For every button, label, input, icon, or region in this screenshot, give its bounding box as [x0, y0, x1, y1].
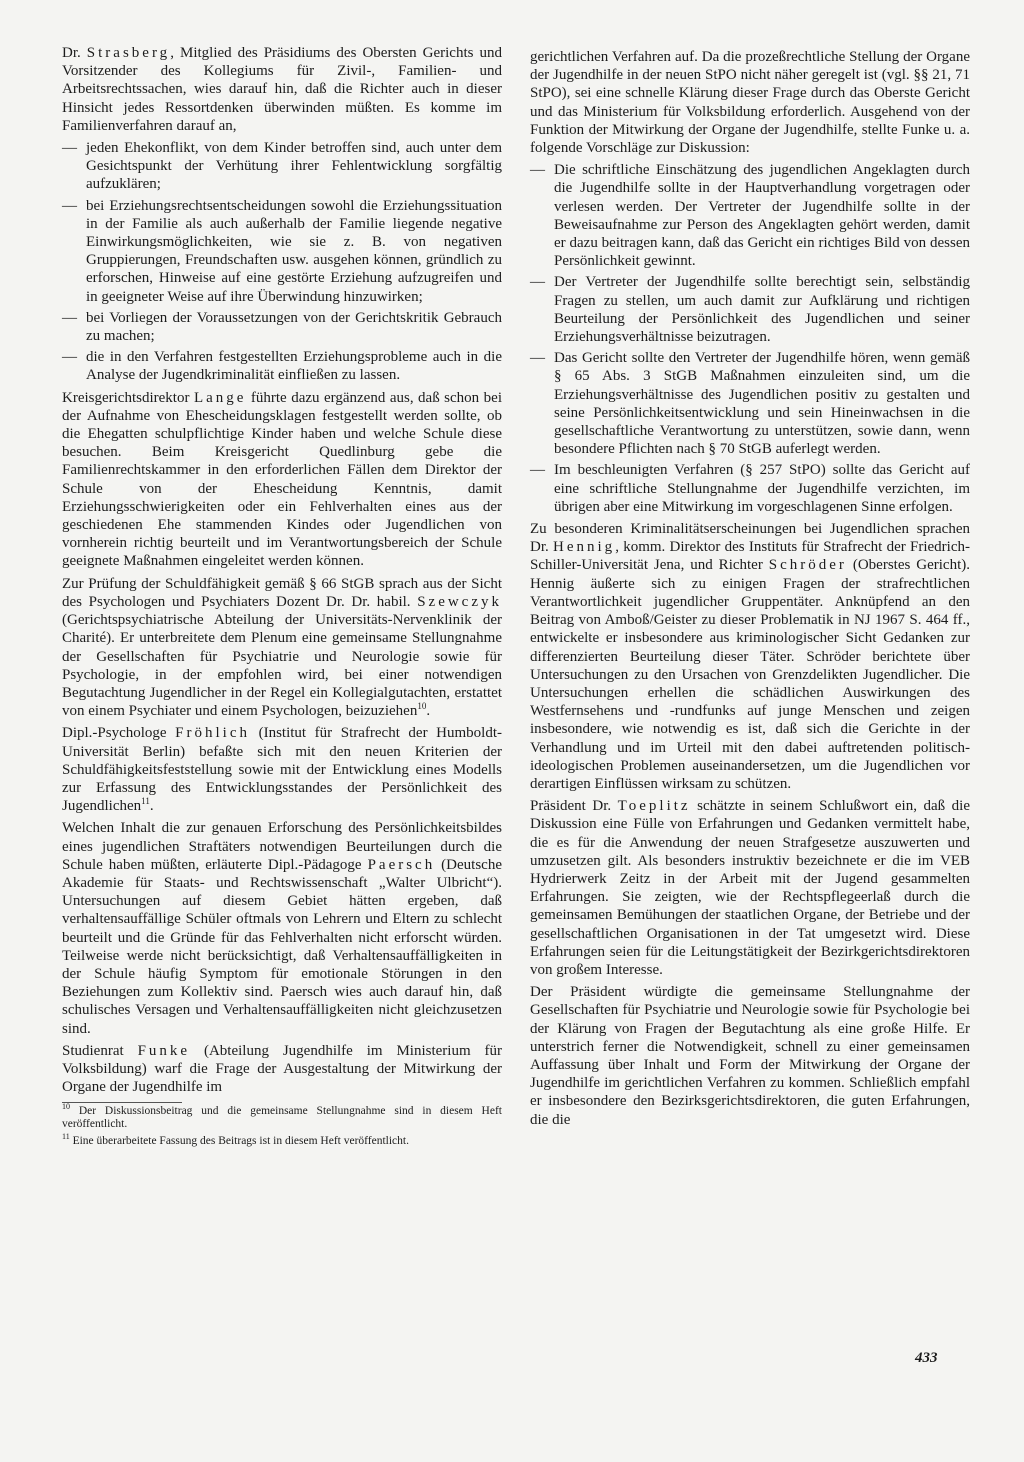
list-item: — Im beschleunigten Verfahren (§ 257 StPO) sollte das Gericht auf eine schriftliche Stellungnahme der Jugendhilfe verzichten, im übrigen aber eine Mitwirkung im vorgeschlagenen Sinne erfolgen. [530, 461, 970, 516]
paragraph-froehlich [62, 724, 502, 815]
paragraph-lange [62, 389, 502, 571]
person-name: Fröhlich [175, 725, 250, 742]
list-item: — Der Vertreter der Jugendhilfe sollte berechtigt sein, selbständig Fragen zu stellen, um auch damit zur Aufklärung und richtigen Beurteilung der Persönlichkeit des Jugendlichen und seiner Erziehungsverhältnisse beizutragen. [530, 273, 970, 346]
right-column [530, 48, 970, 1133]
text: (Gerichtspsychiatrische Abteilung der Universitäts-Nervenklinik der Charité). Er unterbreitete dem Plenum eine gemeinsame Stellungnahme der Gesellschaften für Psychiatrie und Neurologie sowie für Psychologie, in der empfohlen wird, bei einer notwendigen Begutachtung Jugendlicher in der Regel ein Kollegialgutachten, erstattet von einem Psychiater und einem Psychologen, beizuziehen [62, 612, 502, 720]
paragraph-hennig-schroeder [530, 520, 970, 793]
footnote-11 [62, 1132, 502, 1148]
text: Präsident Dr. [530, 798, 618, 815]
text: (Institut für Strafrecht der Humboldt-Universität Berlin) befaßte sich mit den neuen Kriterien der Schuldfähigkeitsfeststellung sowie mit der Entwicklung eines Modells zur Erfassung des Entwicklungsstandes der Persönlichkeit des Jugendlichen [62, 725, 502, 815]
footnote-number: 10 [62, 1102, 70, 1112]
left-column [62, 44, 502, 1152]
text: (Abteilung Jugendhilfe im Ministerium für Volksbildung) warf die Frage der Ausgestaltung der Mitwirkung der Organe der Jugendhilfe im [62, 1042, 503, 1096]
person-name: Funke [137, 1042, 191, 1059]
footnote-ref: 11 [141, 796, 150, 807]
text: Studienrat [62, 1042, 138, 1059]
footnote-text: Eine überarbeitete Fassung des Beitrags ist in diesem Heft veröffentlicht. [69, 1135, 409, 1148]
person-name: Lange [193, 389, 247, 406]
paragraph-funke [62, 1042, 502, 1097]
list-item: — die in den Verfahren festgestellten Erziehungsprobleme auch in die Analyse der Jugendkriminalität einfließen zu lassen. [62, 348, 502, 384]
list-item: — Das Gericht sollte den Vertreter der Jugendhilfe hören, wenn gemäß § 65 Abs. 3 StGB Maßnahmen einzuleiten sind, um die Erziehungsverhältnisse des Jugendlichen positiv zu gestalten und seine Persönlichkeitsentwicklung und sein Hineinwachsen in die gesellschaftliche Verantwortung zu unterstützen, sowie dann, wenn besondere Pflichten nach § 70 StGB auferlegt werden. [530, 349, 970, 458]
text: Zur Prüfung der Schuldfähigkeit gemäß § 66 StGB sprach aus der Sicht des Psychologen und Psychiaters Dozent Dr. Dr. habil. [62, 575, 502, 610]
text: (Deutsche Akademie für Staats- und Rechtswissenschaft „Walter Ulbricht“). Untersuchungen auf diesem Gebiet hätten ergeben, daß verhaltensauffällige Schüler oftmals von Lehrern und Eltern zu schlecht beurteilt und die Gründe für das Fehlverhalten nicht erforscht würden. Teilweise werde nicht berücksichtigt, daß Verhaltensauffälligkeiten in der Schule häufig Symptom für emotionale Störungen in den Beziehungen zum Kollektiv sind. Paersch wies auch darauf hin, daß schulisches Versagen und Verhaltensauffälligkeiten nicht gleichzusetzen sind. [62, 856, 502, 1037]
text: . [426, 703, 431, 720]
list-item: — bei Vorliegen der Voraussetzungen von der Gerichtskritik Gebrauch zu machen; [62, 309, 502, 345]
footnote-10 [62, 1102, 502, 1131]
text: . [149, 798, 154, 815]
text: (Oberstes Gericht). Hennig äußerte sich zu einigen Fragen der strafrechtlichen Verantwortlichkeit jugendlicher Gruppentäter. Anknüpfend an den Beitrag von Amboß/Geister zu dieser Problematik in NJ 1967 S. 464 ff., entwickelte er insbesondere aus kriminologischer Sicht Gedanken zur differenzierten Beurteilung dieser Täter. Schröder berichtete über Untersuchungen zu den Ursachen von Grenzdelikten Jugendlicher. Die Untersuchungen erhellen die schädlichen Auswirkungen des Westfernsehens und -rundfunks auf junge Menschen und zeigen insbesondere, wie notwendig es ist, daß sich die Gerichte in der Verhandlung und im Urteil mit den dabei auftretenden politisch-ideologischen Problemen auseinandersetzen, um die Jugendlichen vor derartigen Einflüssen wirksam zu schützen. [530, 557, 970, 792]
text: schätzte in seinem Schlußwort ein, daß die Diskussion eine Fülle von Erfahrungen und Gedanken vermittelt habe, die es für die Anwendung der neuen Strafgesetze auszuwerten und umzusetzen gilt. Als besonders instruktiv bezeichnete er die im VEB Hydrierwerk Zeitz in der Arbeit mit der Jugend gesammelten Erfahrungen. Sie zeigten, wie der Rechtspflegeerlaß durch die gemeinsamen Bemühungen der staatlichen Organe, der Betriebe und der gesellschaftlichen Organisationen in der Tat umgesetzt wird. Diese Erfahrungen seien für die Leitungstätigkeit der Bezirkgerichtsdirektoren von großem Interesse. [530, 798, 971, 978]
text: führte dazu ergänzend aus, daß schon bei der Aufnahme von Ehescheidungsklagen festgestellt werden sollte, ob die Ehegatten schulpflichtige Kinder haben und welche Schule diese besuchen. Beim Kreisgericht Quedlinburg gebe die Familienrechtskammer in den erforderlichen Fällen dem Direktor der Schule von der Ehescheidung Kenntnis, damit Erziehungsschwierigkeiten oder ein Fehlverhalten eines aus der geschiedenen Ehe stammenden Kindes oder Jugendlichen von vornherein richtig beurteilt und im Verantwortungsbereich der Schule geeignete Maßnahmen eingeleitet werden können. [62, 389, 502, 570]
text: Welchen Inhalt die zur genauen Erforschung des Persönlichkeitsbildes eines jugendlichen Straftäters notwendigen Beurteilungen durch die Schule haben müßten, erläuterte Dipl.-Pädagoge [62, 820, 502, 873]
footnote-ref: 10 [417, 701, 427, 712]
text: , komm. Direktor des Instituts für Strafrecht der Friedrich-Schiller-Universität Jena, und Richter [530, 539, 970, 574]
list-item: — bei Erziehungsrechtsentscheidungen sowohl die Erziehungssituation in der Familie als auch außerhalb der Familie liegende negative Einwirkungsmöglichkeiten, wie sie z. B. von negativen Gruppierungen, Freundschaften usw. ausgehen können, gründlich zu erforschen, Hinweise auf eine gestörte Erziehung aufzugreifen und in geeigneter Weise auf ihre Überwindung hinzuwirken; [62, 197, 502, 306]
text: Kreisgerichtsdirektor [62, 389, 194, 406]
list-family-proceedings [62, 139, 502, 385]
paragraph-strasberg [62, 44, 502, 135]
person-name: Hennig [553, 539, 616, 556]
person-name: Strasberg [86, 45, 171, 61]
text: , Mitglied des Präsidiums des Obersten Gerichts und Vorsitzender des Kollegiums für Zivil-, Familien- und Arbeitsrechtssachen, wies darauf hin, daß die Richter auch in dieser Hinsicht jedes Ressortdenken überwinden müßten. Es komme im Familienverfahren darauf an, [62, 45, 503, 134]
footnote-number: 11 [62, 1132, 70, 1142]
person-name: Paersch [367, 856, 436, 873]
list-proposals [530, 161, 970, 516]
paragraph-toeplitz [530, 797, 970, 979]
text: Dipl.-Psychologe [62, 725, 176, 742]
page-number: 433 [915, 1350, 938, 1366]
list-item: — jeden Ehekonflikt, von dem Kinder betroffen sind, auch unter dem Gesichtspunkt der Verhütung ihrer Fehlentwicklung sorgfältig aufzuklären; [62, 139, 502, 194]
person-name: Szewczyk [417, 593, 502, 610]
list-item: — Die schriftliche Einschätzung des jugendlichen Angeklagten durch die Jugendhilfe sollte in der Hauptverhandlung vorgetragen oder verlesen werden. Der Vertreter der Jugendhilfe sollte in der Beweisaufnahme zur Person des Angeklagten gehört werden, damit er dazu beitragen kann, daß das Gericht ein richtiges Bild von dessen Persönlichkeit gewinnt. [530, 161, 970, 270]
text: Dr. [62, 45, 87, 61]
text: Zu besonderen Kriminalitätserscheinungen bei Jugendlichen sprachen Dr. [530, 521, 970, 556]
paragraph-president: Der Präsident würdigte die gemeinsame Stellungnahme der Gesellschaften für Psychiatrie und Neurologie sowie für Psychologie bei der Klärung von Fragen der Begutachtung als eine große Hilfe. Er unterstrich ferner die Notwendigkeit, schnell zu einer gemeinsamen Auffassung über Inhalt und Form der Mitwirkung der Organe der Jugendhilfe im gerichtlichen Verfahren zu kommen. Schließlich empfahl er insbesondere den Bezirksgerichtsdirektoren, die guten Erfahrungen, die die [530, 984, 970, 1128]
paragraph-szewczyk [62, 575, 502, 721]
paragraph-paersch [62, 819, 502, 1037]
person-name: Schröder [768, 557, 847, 574]
footnote-text: Der Diskussionsbeitrag und die gemeinsame Stellungnahme sind in diesem Heft veröffentlicht. [62, 1105, 502, 1131]
person-name: Toeplitz [617, 798, 691, 815]
paragraph-funke-continued: gerichtlichen Verfahren auf. Da die prozeßrechtliche Stellung der Organe der Jugendhilfe in der neuen StPO nicht näher geregelt ist (vgl. §§ 21, 71 StPO), sei eine schnelle Klärung dieser Frage durch das Oberste Gericht und das Ministerium für Volksbildung erforderlich. Ausgehend von der Funktion der Mitwirkung der Organe der Jugendhilfe, stellte Funke u. a. folgende Vorschläge zur Diskussion: [530, 49, 970, 157]
